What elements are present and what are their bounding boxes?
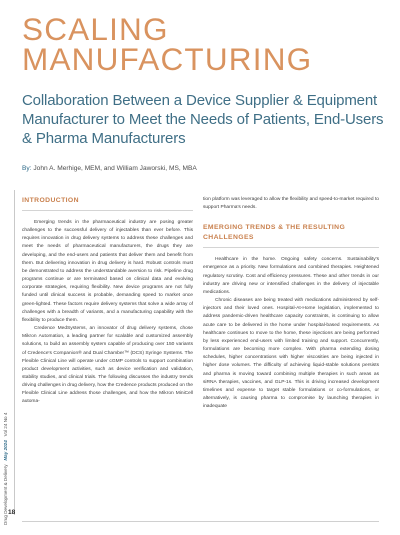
kicker-line-1: SCALING	[22, 11, 169, 47]
byline	[22, 165, 392, 172]
article-kicker	[22, 11, 392, 77]
kicker-line-2: MANUFACTURING	[22, 41, 313, 77]
issue-date: May 2024	[3, 440, 8, 461]
trends-heading: EMERGING TRENDS & THE RESULTING CHALLENGES	[203, 224, 346, 242]
side-divider	[14, 190, 15, 515]
byline-authors: John A. Merhige, MEM, and William Jaworski, MS, MBA	[33, 165, 197, 172]
trends-paragraph-2: Chronic diseases are being treated with medications administered by self-injectors and their loved ones. Hospital-At-Home legislation, implemented to address pandemic-driven healthcare capacity constraints, is continuing to allow acute care to be delivered in the home under hospital-based requirements. As healthcare continues to move to the home, these injections are being performed by less experienced end-users with limited training and support. Concurrently, formulations are becoming more complex. With pharma extending dosing schedules, higher concentrations with higher viscosities are being injected in higher dose volumes. The difficulty of achieving liquid-stable solutions persists and pharma is moving toward combining multiple therapies in such areas as siRNA therapies, vaccines, and GLP-1s. This is driving increased development timelines and expense to target stable formulations or co-formulations, or alternatively, is causing pharma to compromise by launching therapies in inadequate	[203, 298, 379, 410]
trends-paragraph-1: Healthcare in the home. Ongoing safety concerns. Sustainability's emergence as a priority. New formulations and combined therapies. Heightened regulatory scrutiny. Cost and efficiency pressures. These and other trends in our industry are driving new or intensified challenges in the delivery of injectable medications.	[203, 257, 379, 295]
intro-heading: INTRODUCTION	[22, 197, 79, 204]
continued-paragraph: tion platform was leveraged to allow the flexibility and speed-to-market required to support Pharma's needs.	[203, 197, 379, 211]
intro-paragraph-1: Emerging trends in the pharmaceutical industry are posing greater challenges to the successful delivery of injectables than ever before. This requires innovation in drug delivery systems to address these challenges and meet the needs of pharmaceutical manufacturers, the drugs they are developing, and the end-users and patients that deliver them and benefit from them. But delivering innovation in drug delivery is hard. Robust controls must be demonstrated to address the understandable aversion to risk. Pipeline drug programs continue or are terminated based on clinical data and evolving corporate strategies, requiring flexibility. New device programs are not fully funded until clinical success is probable, demanding speed to market once green-lighted. These factors require delivery systems that solve a wide array of challenges with a breadth of variants, and a manufacturing capability with the flexibility to produce them.	[22, 220, 193, 323]
intro-heading-rule	[22, 210, 193, 211]
intro-paragraph-2: Credence MedSystems, an innovator of drug delivery systems, chose Mikron Automation, a leading partner for scalable and customized assembly solutions, to build an assembly system capable of producing over 150 variants of Credence's Companion® and Dual Chamber™ (DCS) Syringe Systems. The Flexible Clinical Line will operate under cGMP controls to support combination product development activities, such as device verification and validation, stability studies, and clinical trials. The following discusses the industry trends driving challenges in drug delivery, how the Credence products produced on the Flexible Clinical Line address those challenges, and how the Mikron MiniCell automa-	[22, 326, 193, 405]
article-headline: Collaboration Between a Device Supplier & Equipment Manufacturer to Meet the Needs of Patients, End-Users & Pharma Manufacturers	[22, 92, 384, 147]
volume-number: Vol 24 No 4	[3, 412, 8, 437]
trends-heading-rule	[203, 247, 379, 248]
page-number: 18	[8, 509, 16, 516]
right-column	[203, 196, 379, 411]
byline-label: By:	[22, 165, 32, 172]
journal-name: Drug Development & Delivery	[3, 464, 8, 525]
footer-rule	[22, 521, 379, 522]
left-column	[22, 196, 193, 407]
